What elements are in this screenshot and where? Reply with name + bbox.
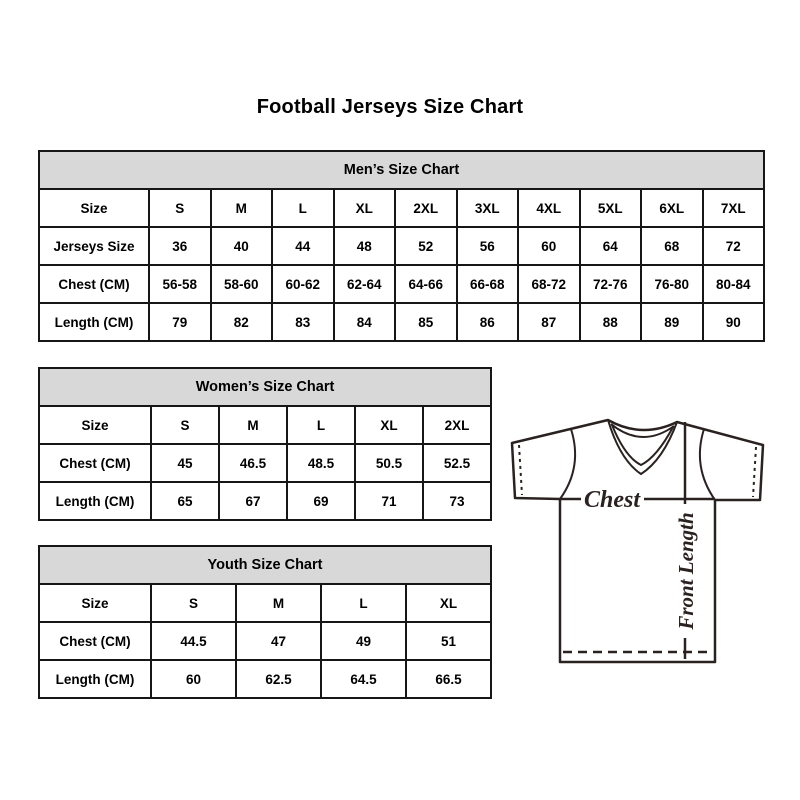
row-label: Chest (CM) (39, 622, 151, 660)
size-value: 58-60 (211, 265, 273, 303)
column-header: 7XL (703, 189, 765, 227)
size-value: 52 (395, 227, 457, 265)
size-value: 51 (406, 622, 491, 660)
table-row (39, 660, 491, 698)
column-header: L (321, 584, 406, 622)
table-row (39, 482, 491, 520)
column-header: 2XL (395, 189, 457, 227)
table-title: Women’s Size Chart (39, 368, 491, 406)
size-value: 89 (641, 303, 703, 341)
column-header: 5XL (580, 189, 642, 227)
column-header: S (151, 406, 219, 444)
size-value: 60 (151, 660, 236, 698)
size-value: 66.5 (406, 660, 491, 698)
column-header: S (151, 584, 236, 622)
size-value: 64 (580, 227, 642, 265)
row-label: Length (CM) (39, 303, 149, 341)
table-title: Youth Size Chart (39, 546, 491, 584)
size-value: 48 (334, 227, 396, 265)
size-value: 83 (272, 303, 334, 341)
size-value: 64.5 (321, 660, 406, 698)
row-label: Length (CM) (39, 482, 151, 520)
page-title: Football Jerseys Size Chart (256, 96, 524, 118)
column-header: 3XL (457, 189, 519, 227)
column-header: XL (406, 584, 491, 622)
size-value: 88 (580, 303, 642, 341)
size-value: 67 (219, 482, 287, 520)
size-value: 72-76 (580, 265, 642, 303)
size-value: 68-72 (518, 265, 580, 303)
column-header: XL (334, 189, 396, 227)
size-value: 40 (211, 227, 273, 265)
column-header: XL (355, 406, 423, 444)
row-label-header: Size (39, 584, 151, 622)
size-value: 84 (334, 303, 396, 341)
size-value: 64-66 (395, 265, 457, 303)
table-title: Men’s Size Chart (39, 151, 764, 189)
table-row (39, 227, 764, 265)
size-value: 49 (321, 622, 406, 660)
size-value: 80-84 (703, 265, 765, 303)
column-header: M (219, 406, 287, 444)
youth-size-table (38, 545, 492, 699)
size-value: 44 (272, 227, 334, 265)
column-header: 4XL (518, 189, 580, 227)
row-label-header: Size (39, 189, 149, 227)
size-value: 79 (149, 303, 211, 341)
row-label: Length (CM) (39, 660, 151, 698)
size-value: 48.5 (287, 444, 355, 482)
row-label-header: Size (39, 406, 151, 444)
column-header: M (211, 189, 273, 227)
size-value: 72 (703, 227, 765, 265)
table-row (39, 444, 491, 482)
size-value: 50.5 (355, 444, 423, 482)
column-header: M (236, 584, 321, 622)
size-value: 71 (355, 482, 423, 520)
womens-size-table (38, 367, 492, 521)
table-row (39, 303, 764, 341)
row-label: Chest (CM) (39, 444, 151, 482)
table-row (39, 265, 764, 303)
size-value: 36 (149, 227, 211, 265)
size-value: 46.5 (219, 444, 287, 482)
size-value: 56-58 (149, 265, 211, 303)
size-value: 66-68 (457, 265, 519, 303)
size-value: 68 (641, 227, 703, 265)
size-value: 85 (395, 303, 457, 341)
row-label: Jerseys Size (39, 227, 149, 265)
size-value: 60 (518, 227, 580, 265)
row-label: Chest (CM) (39, 265, 149, 303)
size-value: 52.5 (423, 444, 491, 482)
size-value: 87 (518, 303, 580, 341)
table-row (39, 622, 491, 660)
size-value: 44.5 (151, 622, 236, 660)
size-value: 82 (211, 303, 273, 341)
size-value: 47 (236, 622, 321, 660)
size-value: 62.5 (236, 660, 321, 698)
size-value: 73 (423, 482, 491, 520)
size-value: 60-62 (272, 265, 334, 303)
mens-size-table (38, 150, 765, 342)
size-value: 62-64 (334, 265, 396, 303)
size-value: 56 (457, 227, 519, 265)
column-header: L (272, 189, 334, 227)
jersey-measurement-diagram (503, 412, 767, 668)
size-value: 86 (457, 303, 519, 341)
size-value: 65 (151, 482, 219, 520)
column-header: 6XL (641, 189, 703, 227)
size-value: 69 (287, 482, 355, 520)
size-value: 45 (151, 444, 219, 482)
front-length-label: Front Length (674, 512, 698, 630)
column-header: S (149, 189, 211, 227)
chest-label: Chest (583, 487, 641, 513)
column-header: 2XL (423, 406, 491, 444)
size-value: 76-80 (641, 265, 703, 303)
size-value: 90 (703, 303, 765, 341)
column-header: L (287, 406, 355, 444)
jersey-outline-shape (512, 420, 763, 662)
